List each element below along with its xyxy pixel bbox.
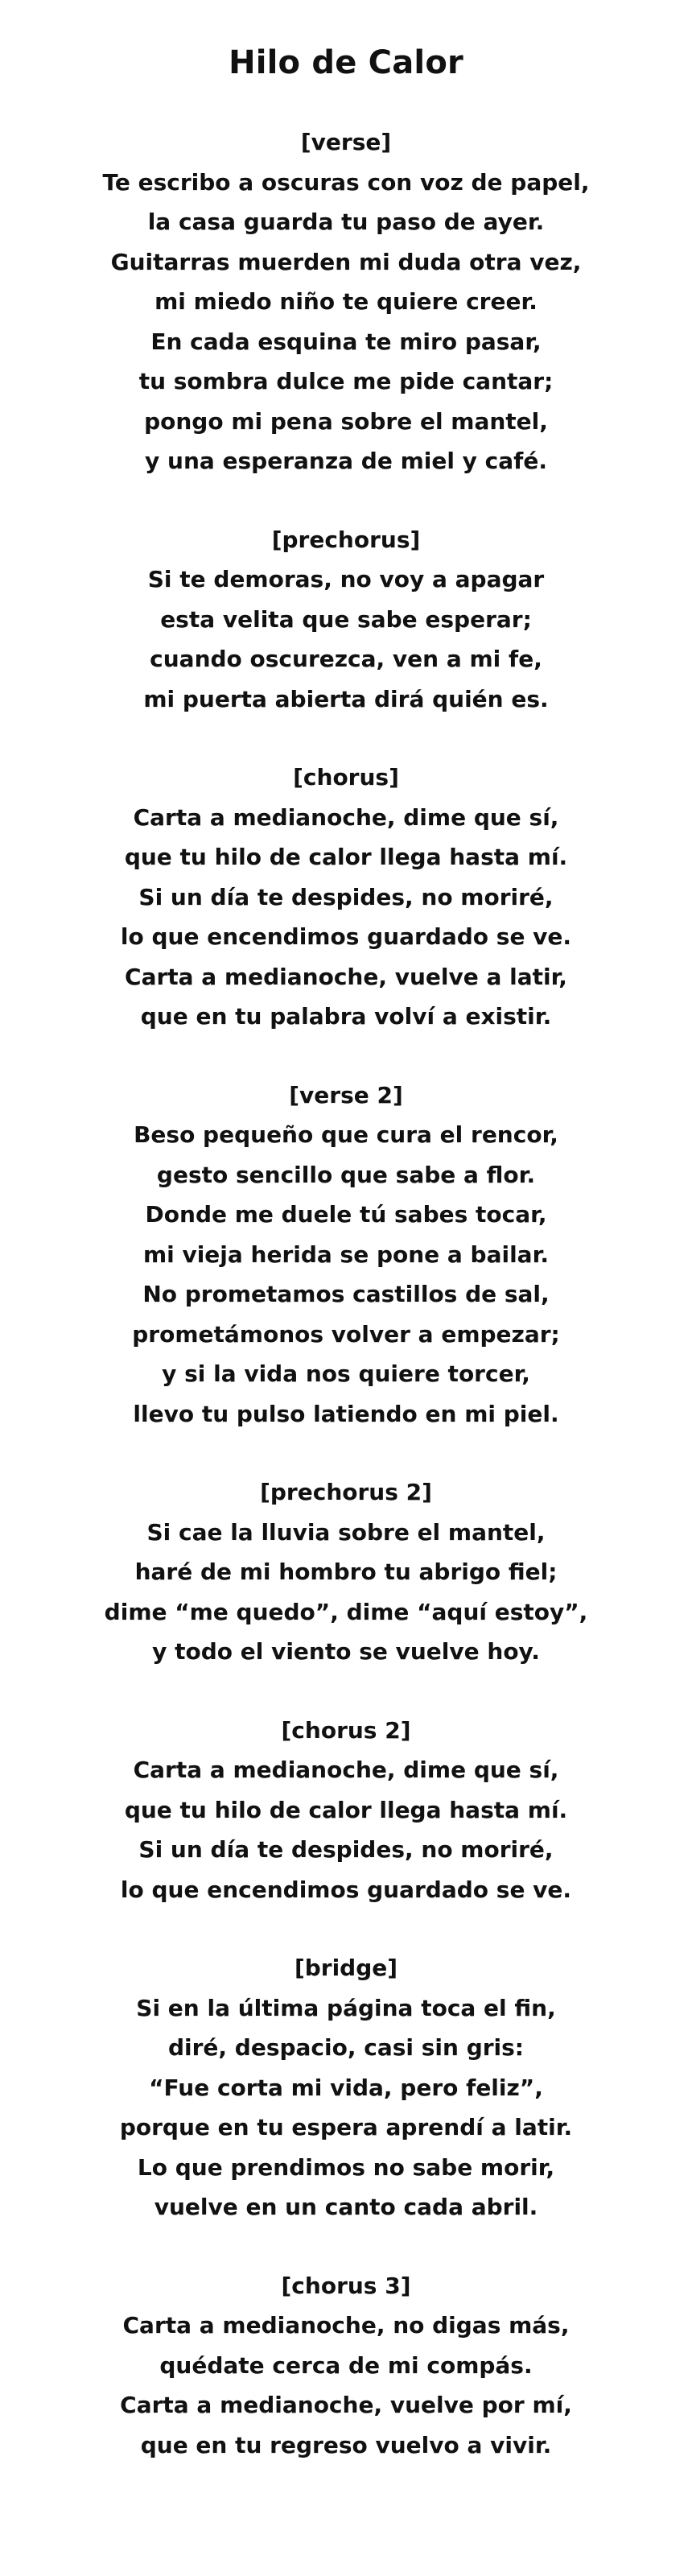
lyric-line: haré de mi hombro tu abrigo fiel;	[134, 1558, 558, 1585]
section-label: [verse]	[300, 129, 392, 155]
section-label: [chorus]	[293, 764, 399, 791]
lyric-line: diré, despacio, casi sin gris:	[167, 2034, 525, 2061]
lyric-line: Si te demoras, no voy a apagar	[147, 566, 545, 592]
lyric-line: que en tu regreso vuelvo a vivir.	[140, 2431, 552, 2458]
lyric-line: Si cae la lluvia sobre el mantel,	[146, 1518, 546, 1546]
lyric-line: gesto sencillo que sabe a flor.	[156, 1161, 536, 1188]
lyric-line: y si la vida nos quiere torcer,	[162, 1360, 530, 1387]
lyric-line: mi vieja herida se pone a bailar.	[142, 1241, 550, 1268]
lyric-line: En cada esquina te miro pasar,	[150, 328, 542, 355]
lyrics-section	[0, 1711, 692, 1910]
lyric-line: Carta a medianoche, no digas más,	[122, 2312, 570, 2339]
lyric-line: quédate cerca de mi compás.	[159, 2351, 533, 2379]
lyrics-section	[0, 122, 692, 481]
lyric-line: Te escribo a oscuras con voz de papel,	[102, 168, 590, 196]
lyric-line: Si un día te despides, no moriré,	[138, 883, 554, 910]
lyric-line: porque en tu espera aprendí a latir.	[119, 2114, 573, 2140]
lyrics-section	[0, 1472, 692, 1672]
section-label: [verse 2]	[289, 1081, 403, 1108]
lyric-line: y una esperanza de miel y café.	[145, 448, 547, 474]
lyric-line: esta velita que sabe esperar;	[160, 605, 532, 633]
lyric-line: que tu hilo de calor llega hasta mí.	[124, 1796, 568, 1823]
lyric-line: Beso pequeño que cura el rencor,	[134, 1121, 558, 1148]
lyric-line: llevo tu pulso latiendo en mi piel.	[133, 1400, 559, 1427]
lyric-line: que tu hilo de calor llega hasta mí.	[124, 844, 568, 870]
lyric-line: vuelve en un canto cada abril.	[154, 2194, 538, 2220]
lyric-line: dime “me quedo”, dime “aquí estoy”,	[104, 1598, 588, 1625]
lyrics-section	[0, 1948, 692, 2227]
lyric-line: Carta a medianoche, vuelve por mí,	[120, 2392, 572, 2418]
section-label: [bridge]	[294, 1955, 398, 1981]
lyrics-section	[0, 520, 692, 720]
lyric-line: lo que encendimos guardado se ve.	[120, 1876, 572, 1903]
lyrics-section	[0, 758, 692, 1037]
lyric-line: Guitarras muerden mi duda otra vez,	[110, 248, 582, 275]
lyric-line: Si en la última página toca el fin,	[136, 1994, 556, 2021]
lyric-line: Carta a medianoche, vuelve a latir,	[125, 963, 567, 990]
lyrics-section	[0, 2266, 692, 2466]
lyric-line: Si un día te despides, no moriré,	[138, 1836, 554, 1863]
lyric-line: mi miedo niño te quiere creer.	[154, 288, 538, 315]
lyric-line: Carta a medianoche, dime que sí,	[133, 803, 559, 831]
lyric-line: prometámonos volver a empezar;	[132, 1320, 560, 1348]
lyric-line: Lo que prendimos no sabe morir,	[137, 2153, 555, 2181]
section-label: [chorus 2]	[281, 1716, 411, 1744]
lyric-line: Donde me duele tú sabes tocar,	[145, 1201, 547, 1228]
section-label: [prechorus]	[271, 526, 421, 553]
lyrics-body	[0, 122, 692, 2465]
lyric-line: lo que encendimos guardado se ve.	[120, 923, 572, 950]
lyric-line: No prometamos castillos de sal,	[142, 1281, 550, 1307]
lyric-line: mi puerta abierta dirá quién es.	[143, 685, 549, 712]
section-label: [chorus 3]	[281, 2272, 411, 2299]
lyric-line: la casa guarda tu paso de ayer.	[147, 208, 545, 235]
lyric-line: y todo el viento se vuelve hoy.	[152, 1638, 540, 1665]
lyrics-section	[0, 1075, 692, 1435]
lyric-line: tu sombra dulce me pide cantar;	[138, 368, 554, 394]
lyric-line: que en tu palabra volví a existir.	[140, 1003, 552, 1030]
lyric-line: “Fue corta mi vida, pero feliz”,	[149, 2074, 543, 2101]
lyric-line: Carta a medianoche, dime que sí,	[133, 1757, 559, 1783]
section-label: [prechorus 2]	[260, 1479, 432, 1505]
song-title: Hilo de Calor	[229, 44, 463, 81]
lyric-line: cuando oscurezca, ven a mi fe,	[150, 646, 542, 672]
lyric-line: pongo mi pena sobre el mantel,	[144, 407, 548, 435]
